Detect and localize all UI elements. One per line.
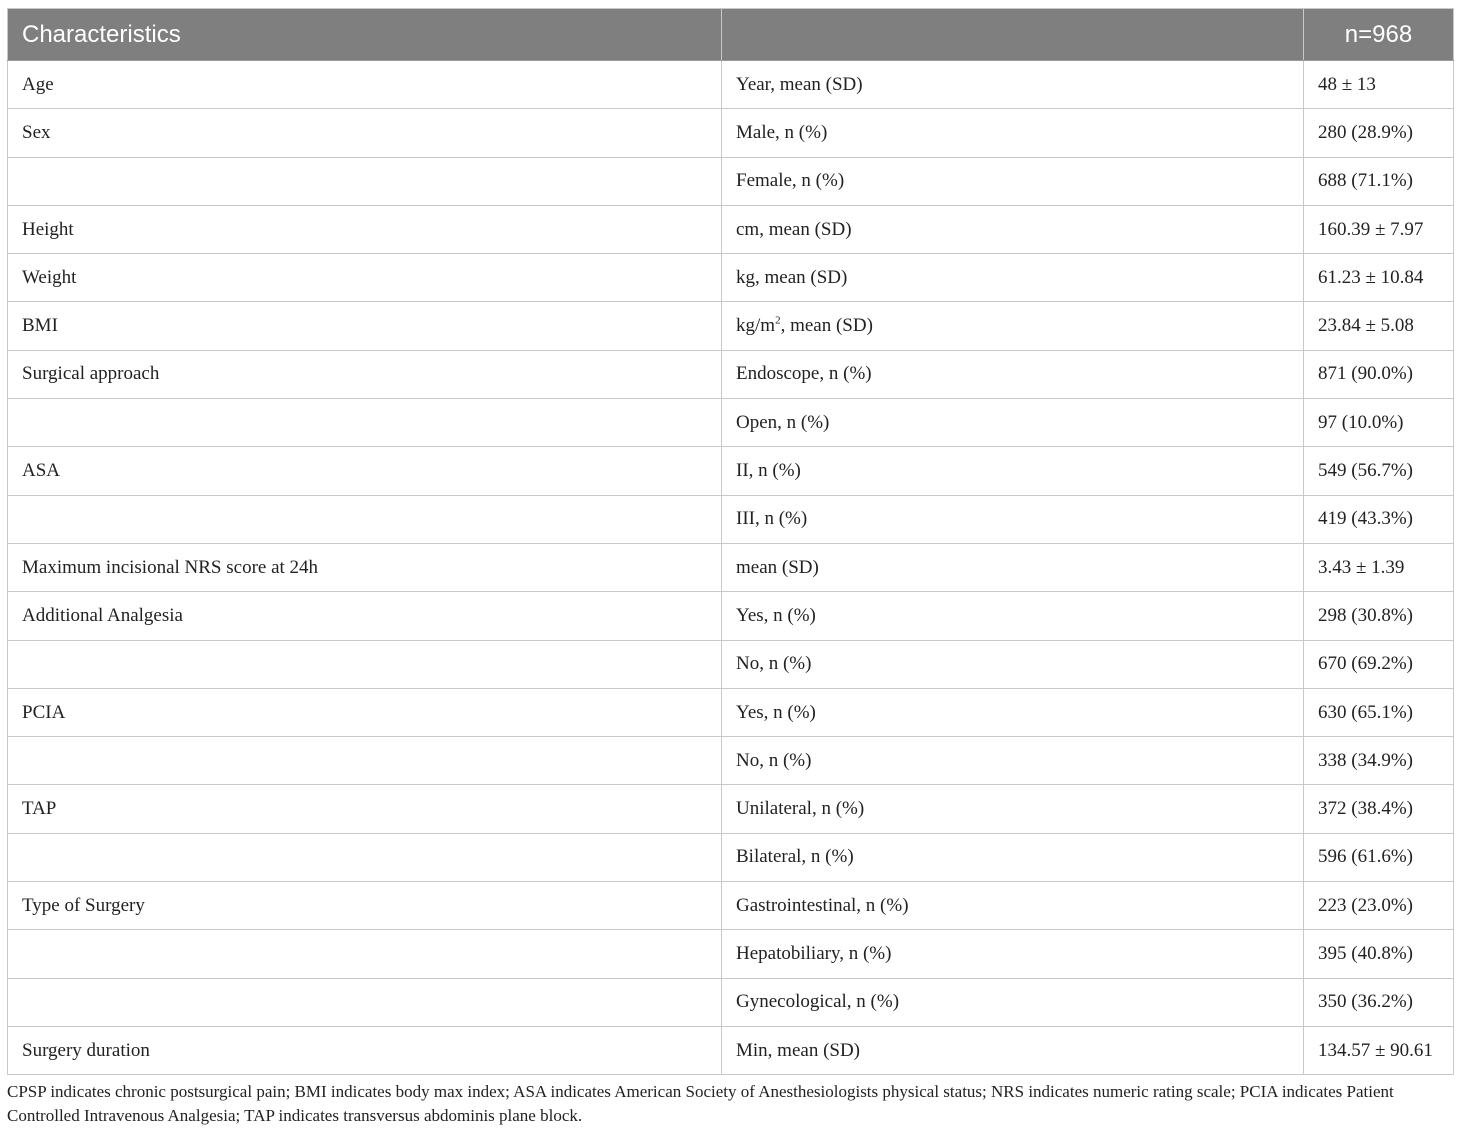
- characteristics-table-container: [7, 8, 1453, 1075]
- characteristic-cell: Type of Surgery: [8, 882, 722, 930]
- measure-cell: Yes, n (%): [722, 688, 1304, 736]
- characteristics-table: [7, 8, 1454, 1075]
- table-row: [8, 833, 1454, 881]
- table-row: [8, 447, 1454, 495]
- table-row: [8, 882, 1454, 930]
- measure-cell: kg, mean (SD): [722, 254, 1304, 302]
- measure-cell: Hepatobiliary, n (%): [722, 930, 1304, 978]
- table-row: [8, 930, 1454, 978]
- table-row: [8, 543, 1454, 591]
- characteristic-cell: [8, 495, 722, 543]
- measure-cell: Gastrointestinal, n (%): [722, 882, 1304, 930]
- measure-cell: Male, n (%): [722, 109, 1304, 157]
- table-row: [8, 205, 1454, 253]
- measure-cell: III, n (%): [722, 495, 1304, 543]
- characteristic-cell: Age: [8, 61, 722, 109]
- table-body: [8, 61, 1454, 1075]
- value-cell: 160.39 ± 7.97: [1304, 205, 1454, 253]
- table-header-row: [8, 9, 1454, 61]
- value-cell: 596 (61.6%): [1304, 833, 1454, 881]
- characteristic-cell: PCIA: [8, 688, 722, 736]
- measure-cell: Bilateral, n (%): [722, 833, 1304, 881]
- value-cell: 223 (23.0%): [1304, 882, 1454, 930]
- characteristic-cell: [8, 978, 722, 1026]
- characteristic-cell: [8, 930, 722, 978]
- table-row: [8, 1026, 1454, 1074]
- value-cell: 395 (40.8%): [1304, 930, 1454, 978]
- header-sample-size: n=968: [1304, 9, 1454, 61]
- table-row: [8, 978, 1454, 1026]
- value-cell: 3.43 ± 1.39: [1304, 543, 1454, 591]
- value-cell: 871 (90.0%): [1304, 350, 1454, 398]
- characteristic-cell: Surgery duration: [8, 1026, 722, 1074]
- measure-cell: $kg/m^2$, mean (SD): [722, 302, 1304, 350]
- table-row: [8, 302, 1454, 350]
- measure-cell: Year, mean (SD): [722, 61, 1304, 109]
- value-cell: 372 (38.4%): [1304, 785, 1454, 833]
- table-row: [8, 399, 1454, 447]
- characteristic-cell: Weight: [8, 254, 722, 302]
- value-cell: 350 (36.2%): [1304, 978, 1454, 1026]
- value-cell: 688 (71.1%): [1304, 157, 1454, 205]
- table-footnote: CPSP indicates chronic postsurgical pain; BMI indicates body max index; ASA indicates American Society of Anesthesiologists physical status; NRS indicates numeric rating scale; PCIA indicates Patient Controlled Intravenous Analgesia; TAP indicates transversus abdominis plane block.: [7, 1082, 1394, 1125]
- table-row: [8, 350, 1454, 398]
- table-row: [8, 495, 1454, 543]
- value-cell: 298 (30.8%): [1304, 592, 1454, 640]
- characteristic-cell: Surgical approach: [8, 350, 722, 398]
- characteristic-cell: [8, 833, 722, 881]
- table-row: [8, 592, 1454, 640]
- table-row: [8, 640, 1454, 688]
- table-row: [8, 109, 1454, 157]
- characteristic-cell: BMI: [8, 302, 722, 350]
- value-cell: 549 (56.7%): [1304, 447, 1454, 495]
- measure-cell: No, n (%): [722, 737, 1304, 785]
- characteristic-cell: [8, 640, 722, 688]
- characteristic-cell: Maximum incisional NRS score at 24h: [8, 543, 722, 591]
- characteristic-cell: Height: [8, 205, 722, 253]
- measure-cell: II, n (%): [722, 447, 1304, 495]
- characteristic-cell: [8, 157, 722, 205]
- characteristic-cell: Sex: [8, 109, 722, 157]
- measure-cell: Open, n (%): [722, 399, 1304, 447]
- table-row: [8, 157, 1454, 205]
- characteristic-cell: [8, 737, 722, 785]
- measure-cell: Female, n (%): [722, 157, 1304, 205]
- measure-cell: Gynecological, n (%): [722, 978, 1304, 1026]
- header-measure: [722, 9, 1304, 61]
- measure-cell: Endoscope, n (%): [722, 350, 1304, 398]
- value-cell: 419 (43.3%): [1304, 495, 1454, 543]
- characteristic-cell: TAP: [8, 785, 722, 833]
- table-row: [8, 688, 1454, 736]
- value-cell: 134.57 ± 90.61: [1304, 1026, 1454, 1074]
- table-row: [8, 737, 1454, 785]
- measure-cell: cm, mean (SD): [722, 205, 1304, 253]
- characteristic-cell: Additional Analgesia: [8, 592, 722, 640]
- table-row: [8, 785, 1454, 833]
- measure-cell: Unilateral, n (%): [722, 785, 1304, 833]
- value-cell: 97 (10.0%): [1304, 399, 1454, 447]
- value-cell: 48 ± 13: [1304, 61, 1454, 109]
- table-row: [8, 254, 1454, 302]
- value-cell: 670 (69.2%): [1304, 640, 1454, 688]
- header-characteristics: Characteristics: [8, 9, 722, 61]
- measure-cell: mean (SD): [722, 543, 1304, 591]
- value-cell: 23.84 ± 5.08: [1304, 302, 1454, 350]
- value-cell: 280 (28.9%): [1304, 109, 1454, 157]
- measure-cell: Min, mean (SD): [722, 1026, 1304, 1074]
- value-cell: 630 (65.1%): [1304, 688, 1454, 736]
- value-cell: 61.23 ± 10.84: [1304, 254, 1454, 302]
- measure-cell: No, n (%): [722, 640, 1304, 688]
- characteristic-cell: ASA: [8, 447, 722, 495]
- characteristic-cell: [8, 399, 722, 447]
- value-cell: 338 (34.9%): [1304, 737, 1454, 785]
- measure-cell: Yes, n (%): [722, 592, 1304, 640]
- table-row: [8, 61, 1454, 109]
